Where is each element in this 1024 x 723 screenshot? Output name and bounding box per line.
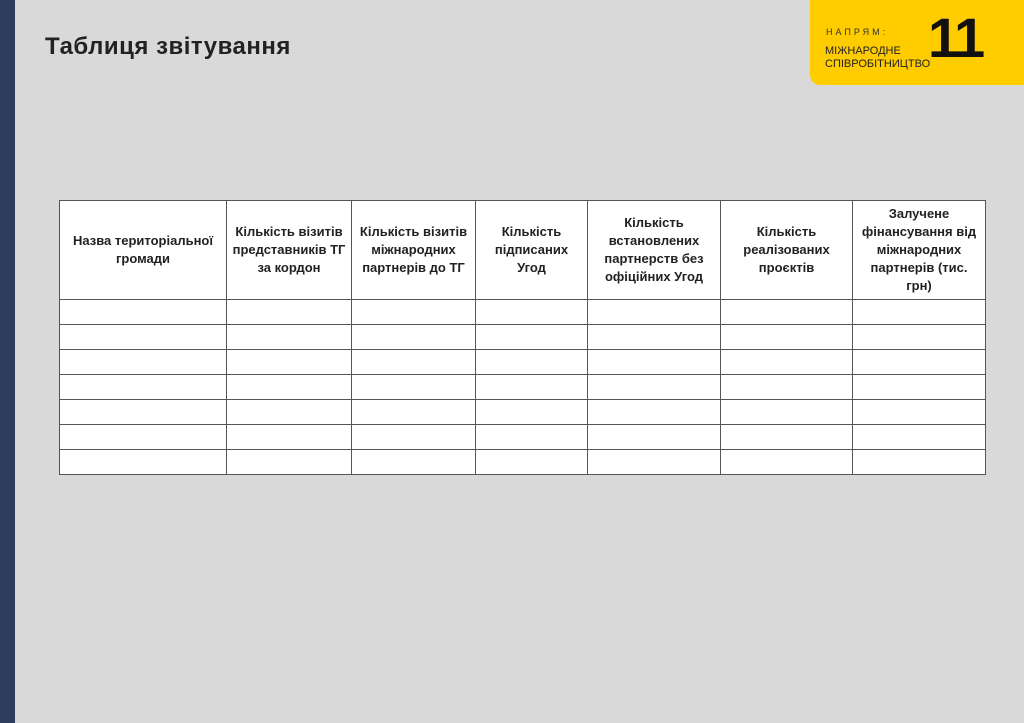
table-cell[interactable] <box>853 325 986 350</box>
table-cell[interactable] <box>588 300 721 325</box>
badge-label: НАПРЯМ: <box>826 27 889 37</box>
table-cell[interactable] <box>352 325 476 350</box>
table-cell[interactable] <box>853 350 986 375</box>
table-cell[interactable] <box>352 350 476 375</box>
table-cell[interactable] <box>721 325 853 350</box>
table-cell[interactable] <box>476 375 588 400</box>
table-cell[interactable] <box>476 450 588 475</box>
table-cell[interactable] <box>853 300 986 325</box>
table-row <box>60 325 986 350</box>
table-cell[interactable] <box>588 425 721 450</box>
header-signed-agreements: Кількість підписаних Угод <box>476 201 588 300</box>
table-cell[interactable] <box>227 325 352 350</box>
table-cell[interactable] <box>352 400 476 425</box>
table-cell[interactable] <box>227 425 352 450</box>
table-cell[interactable] <box>476 325 588 350</box>
table-cell[interactable] <box>588 400 721 425</box>
table-cell[interactable] <box>721 300 853 325</box>
table-cell[interactable] <box>721 350 853 375</box>
header-visits-abroad: Кількість візитів представників ТГ за кордон <box>227 201 352 300</box>
table-cell[interactable] <box>352 375 476 400</box>
header-community-name: Назва територіальної громади <box>60 201 227 300</box>
table-cell[interactable] <box>60 425 227 450</box>
table-cell[interactable] <box>60 400 227 425</box>
table-cell[interactable] <box>721 425 853 450</box>
table-cell[interactable] <box>60 375 227 400</box>
table-row <box>60 350 986 375</box>
badge-number: 11 <box>928 6 984 69</box>
table-header-row <box>60 201 986 300</box>
table-cell[interactable] <box>588 450 721 475</box>
left-accent-bar <box>0 0 15 723</box>
table-cell[interactable] <box>853 425 986 450</box>
page-title: Таблиця звітування <box>45 33 291 60</box>
table-cell[interactable] <box>588 375 721 400</box>
table-cell[interactable] <box>60 350 227 375</box>
table-cell[interactable] <box>721 400 853 425</box>
badge-line-2: СПІВРОБІТНИЦТВО <box>825 58 931 70</box>
table-row <box>60 375 986 400</box>
header-attracted-funding: Залучене фінансування від міжнародних партнерів (тис. грн) <box>853 201 986 300</box>
table-cell[interactable] <box>588 350 721 375</box>
table-cell[interactable] <box>476 425 588 450</box>
table-cell[interactable] <box>721 450 853 475</box>
table-cell[interactable] <box>853 375 986 400</box>
table-cell[interactable] <box>853 400 986 425</box>
table-cell[interactable] <box>60 300 227 325</box>
table-cell[interactable] <box>60 325 227 350</box>
table-cell[interactable] <box>352 450 476 475</box>
table-cell[interactable] <box>476 300 588 325</box>
table-cell[interactable] <box>227 400 352 425</box>
badge-line-1: МІЖНАРОДНЕ <box>825 45 901 57</box>
table-row <box>60 300 986 325</box>
report-table <box>59 200 986 475</box>
table-row <box>60 450 986 475</box>
table-row <box>60 400 986 425</box>
table-cell[interactable] <box>352 425 476 450</box>
table-cell[interactable] <box>352 300 476 325</box>
table-cell[interactable] <box>60 450 227 475</box>
table-cell[interactable] <box>721 375 853 400</box>
header-partner-visits: Кількість візитів міжнародних партнерів до ТГ <box>352 201 476 300</box>
direction-badge <box>810 0 1024 85</box>
table-cell[interactable] <box>227 375 352 400</box>
table-row <box>60 425 986 450</box>
table-cell[interactable] <box>476 400 588 425</box>
table-cell[interactable] <box>853 450 986 475</box>
table-cell[interactable] <box>227 450 352 475</box>
table-cell[interactable] <box>476 350 588 375</box>
table-cell[interactable] <box>588 325 721 350</box>
table-cell[interactable] <box>227 300 352 325</box>
header-implemented-projects: Кількість реалізованих проєктів <box>721 201 853 300</box>
table-cell[interactable] <box>227 350 352 375</box>
header-partnerships-without-agreements: Кількість встановлених партнерств без офіційних Угод <box>588 201 721 300</box>
